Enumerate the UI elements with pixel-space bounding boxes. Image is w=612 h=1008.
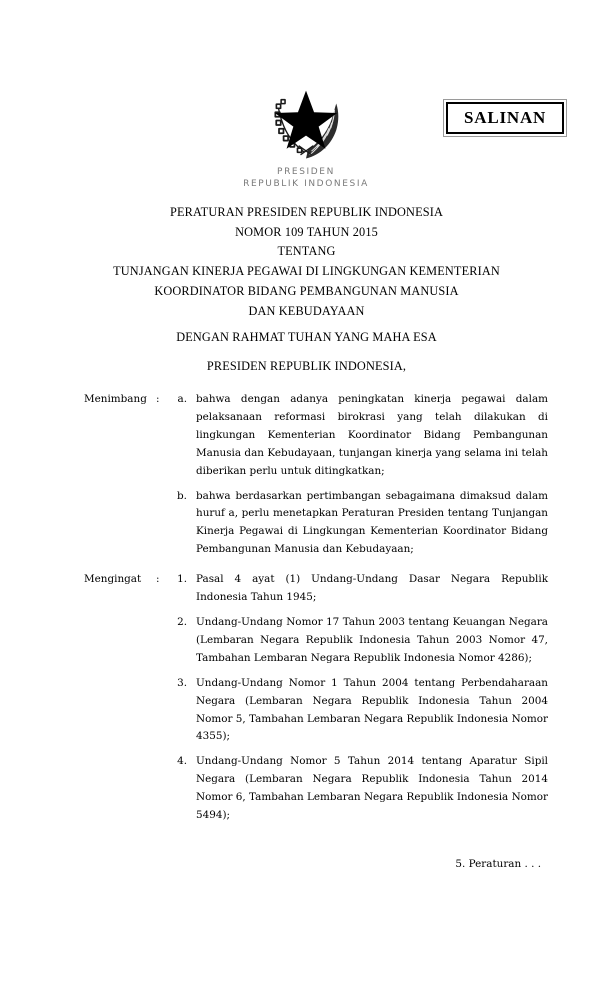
emblem-caption [0,167,612,190]
page-catchword: 5. Peraturan . . . [455,858,541,870]
heading-issuer: PRESIDEN REPUBLIK INDONESIA, [206,359,407,373]
clause-text: bahwa berdasarkan pertimbangan sebagaimana dimaksud dalam huruf a, perlu menetapkan Peraturan Presiden tentang Tunjangan Kinerja Pegawai di Lingkungan Kementerian Koordinator Bidang Pembangunan Manusia dan Kebudayaan; [196,489,548,556]
heading-regulation-type: PERATURAN PRESIDEN REPUBLIK INDONESIA [169,205,444,219]
clause-item [84,614,548,668]
clause-marker: 3. [177,676,187,689]
clause-text: Undang-Undang Nomor 1 Tahun 2004 tentang Perbendaharaan Negara (Lembaran Negara Republik Indonesia Tahun 2004 Nomor 5, Tambahan Lembaran Negara Republik Indonesia Nomor 4355); [196,676,548,743]
clause-marker: 4. [177,755,187,768]
clause-marker: a. [177,393,187,405]
clause-colon: : [156,573,160,586]
clause-text: Undang-Undang Nomor 5 Tahun 2014 tentang Aparatur Sipil Negara (Lembaran Negara Republik Indonesia Tahun 2014 Nomor 6, Tambahan Lembaran Negara Republik Indonesia Nomor 5494); [196,755,548,822]
clause-section-mengingat [84,571,548,825]
heading-invocation: DENGAN RAHMAT TUHAN YANG MAHA ESA [176,330,437,344]
clause-item [84,488,548,560]
clause-label-menimbang: Menimbang [84,393,147,405]
clause-item [84,753,548,825]
emblem-caption-line-2: REPUBLIK INDONESIA [243,178,369,189]
emblem-caption-line-1: PRESIDEN [277,167,335,177]
clause-marker: 1. [177,573,187,586]
heading-subject-line-2: KOORDINATOR BIDANG PEMBANGUNAN MANUSIA [154,283,459,298]
clause-text: Pasal 4 ayat (1) Undang-Undang Dasar Negara Republik Indonesia Tahun 1945; [196,573,548,604]
heading-subject-line-1: TUNJANGAN KINERJA PEGAWAI DI LINGKUNGAN KEMENTERIAN [113,264,500,279]
clause-section-menimbang [84,391,548,559]
salinan-stamp [443,99,567,137]
clause-marker: b. [177,489,187,502]
clause-item [84,675,548,747]
heading-number-year: NOMOR 109 TAHUN 2015 [235,224,378,239]
clause-text: Undang-Undang Nomor 17 Tahun 2003 tentang Keuangan Negara (Lembaran Negara Republik Indonesia Tahun 2003 Nomor 47, Tambahan Lembaran Negara Republik Indonesia Nomor 4286); [196,615,548,664]
presidential-seal-icon [260,76,352,164]
clause-marker: 2. [177,615,187,628]
clause-label-mengingat: Mengingat [84,573,142,586]
document-heading [66,203,547,321]
salinan-stamp-label: SALINAN [446,102,564,134]
clauses-container [84,391,548,837]
clause-colon: : [156,393,160,405]
clause-text: bahwa dengan adanya peningkatan kinerja pegawai dalam pelaksanaan reformasi birokrasi yang telah dilakukan di lingkungan Kementerian Koordinator Bidang Pembangunan Manusia dan Kebudayaan, tunjangan kinerja yang selama ini telah diberikan perlu untuk ditingkatkan; [196,393,548,477]
heading-tentang: TENTANG [277,244,336,259]
clause-item [84,571,548,607]
heading-subject-line-3: DAN KEBUDAYAAN [248,303,365,318]
clause-item [84,391,548,481]
